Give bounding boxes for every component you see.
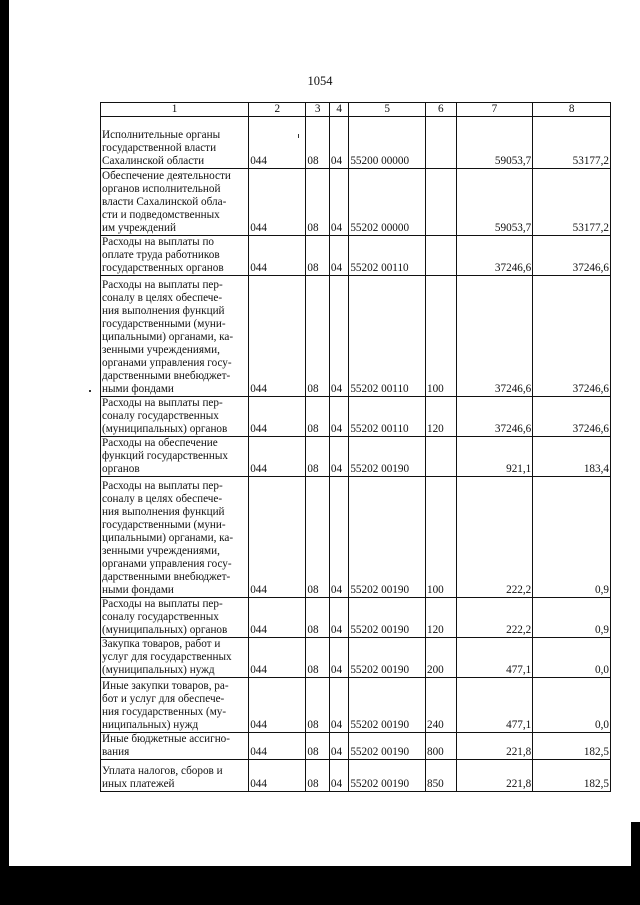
admin-code-cell: 044 (249, 638, 306, 678)
table-row (101, 638, 611, 678)
subsection-code-cell: 04 (329, 169, 348, 236)
table-row (101, 276, 611, 397)
subsection-code-cell: 04 (329, 437, 348, 477)
amount-col8-cell: 182,5 (533, 733, 611, 760)
table-row (101, 760, 611, 792)
expense-type-cell: 200 (425, 638, 456, 678)
row-name-cell: Уплата налогов, сборов и иных платежей (101, 760, 249, 792)
amount-col8-cell: 183,4 (533, 437, 611, 477)
expense-type-cell (425, 169, 456, 236)
row-name-cell: Расходы на выплаты пер- соналу государственных (муниципальных) органов (101, 397, 249, 437)
subsection-code-cell: 04 (329, 638, 348, 678)
scan-speck (89, 390, 91, 392)
admin-code-cell: 044 (249, 477, 306, 598)
subsection-code-cell: 04 (329, 397, 348, 437)
table-header-row (101, 103, 611, 117)
amount-col7-cell: 222,2 (456, 477, 533, 598)
article-code-cell: 55202 00110 (349, 397, 426, 437)
amount-col7-cell: 477,1 (456, 638, 533, 678)
section-code-cell: 08 (306, 638, 330, 678)
column-header: 3 (306, 103, 330, 117)
amount-col7-cell: 59053,7 (456, 117, 533, 169)
row-name-cell: Расходы на выплаты пер- соналу в целях обеспече- ния выполнения функций государственными (муни- ципальными) органами, ка- зенными учреждениями, органами управления госу- дарственными внебюджет- ными фондами (101, 477, 249, 598)
row-name-cell: Иные закупки товаров, ра- бот и услуг для обеспече- ния государственных (му- ниципальных) нужд (101, 678, 249, 733)
amount-col7-cell: 59053,7 (456, 169, 533, 236)
expense-type-cell: 800 (425, 733, 456, 760)
row-name-cell: Расходы на выплаты пер- соналу государственных (муниципальных) органов (101, 598, 249, 638)
amount-col8-cell: 0,9 (533, 598, 611, 638)
expense-type-cell: 240 (425, 678, 456, 733)
table-row (101, 678, 611, 733)
column-header: 5 (349, 103, 426, 117)
subsection-code-cell: 04 (329, 598, 348, 638)
expense-type-cell: 100 (425, 477, 456, 598)
subsection-code-cell: 04 (329, 678, 348, 733)
row-name-cell: Расходы на обеспечение функций государственных органов (101, 437, 249, 477)
amount-col7-cell: 221,8 (456, 760, 533, 792)
section-code-cell: 08 (306, 437, 330, 477)
section-code-cell: 08 (306, 678, 330, 733)
subsection-code-cell: 04 (329, 236, 348, 276)
amount-col8-cell: 53177,2 (533, 169, 611, 236)
section-code-cell: 08 (306, 397, 330, 437)
amount-col8-cell: 182,5 (533, 760, 611, 792)
amount-col8-cell: 0,0 (533, 678, 611, 733)
article-code-cell: 55202 00190 (349, 477, 426, 598)
row-name-cell: Расходы на выплаты по оплате труда работников государственных органов (101, 236, 249, 276)
article-code-cell: 55202 00190 (349, 733, 426, 760)
expense-type-cell: 120 (425, 397, 456, 437)
admin-code-cell: 044 (249, 598, 306, 638)
column-header: 8 (533, 103, 611, 117)
section-code-cell: 08 (306, 236, 330, 276)
article-code-cell: 55202 00190 (349, 760, 426, 792)
admin-code-cell: 044 (249, 760, 306, 792)
article-code-cell: 55202 00190 (349, 437, 426, 477)
admin-code-cell: 044 (249, 117, 306, 169)
amount-col7-cell: 921,1 (456, 437, 533, 477)
amount-col8-cell: 37246,6 (533, 276, 611, 397)
admin-code-cell: 044 (249, 169, 306, 236)
amount-col8-cell: 37246,6 (533, 397, 611, 437)
section-code-cell: 08 (306, 117, 330, 169)
column-header: 2 (249, 103, 306, 117)
scan-edge-bottom (0, 866, 640, 905)
article-code-cell: 55202 00190 (349, 678, 426, 733)
section-code-cell: 08 (306, 276, 330, 397)
admin-code-cell: 044 (249, 733, 306, 760)
column-header: 7 (456, 103, 533, 117)
subsection-code-cell: 04 (329, 477, 348, 598)
article-code-cell: 55202 00000 (349, 169, 426, 236)
expense-type-cell (425, 437, 456, 477)
admin-code-cell: 044 (249, 276, 306, 397)
admin-code-cell: 044 (249, 678, 306, 733)
article-code-cell: 55202 00110 (349, 276, 426, 397)
row-name-cell: Обеспечение деятельности органов исполнительной власти Сахалинской обла- сти и подведомственных им учреждений (101, 169, 249, 236)
expense-type-cell (425, 117, 456, 169)
article-code-cell: 55202 00190 (349, 638, 426, 678)
article-code-cell: 55200 00000 (349, 117, 426, 169)
table-row (101, 733, 611, 760)
section-code-cell: 08 (306, 477, 330, 598)
amount-col7-cell: 37246,6 (456, 397, 533, 437)
amount-col8-cell: 0,0 (533, 638, 611, 678)
section-code-cell: 08 (306, 598, 330, 638)
expense-type-cell: 100 (425, 276, 456, 397)
admin-code-cell: 044 (249, 437, 306, 477)
row-name-cell: Закупка товаров, работ и услуг для государственных (муниципальных) нужд (101, 638, 249, 678)
row-name-cell: Расходы на выплаты пер- соналу в целях обеспече- ния выполнения функций государственными (муни- ципальными) органами, ка- зенными учреждениями, органами управления госу- дарственными внебюджет- ными фондами (101, 276, 249, 397)
table-row (101, 117, 611, 169)
section-code-cell: 08 (306, 169, 330, 236)
page-number: 1054 (307, 74, 333, 88)
section-code-cell: 08 (306, 760, 330, 792)
scan-edge-right-mark (631, 822, 640, 866)
subsection-code-cell: 04 (329, 733, 348, 760)
expense-type-cell: 850 (425, 760, 456, 792)
column-header: 4 (329, 103, 348, 117)
amount-col8-cell: 53177,2 (533, 117, 611, 169)
table-row (101, 437, 611, 477)
budget-table (100, 102, 611, 792)
amount-col8-cell: 37246,6 (533, 236, 611, 276)
subsection-code-cell: 04 (329, 276, 348, 397)
article-code-cell: 55202 00190 (349, 598, 426, 638)
admin-code-cell: 044 (249, 397, 306, 437)
scan-edge-left (0, 0, 9, 905)
section-code-cell: 08 (306, 733, 330, 760)
table-row (101, 236, 611, 276)
amount-col7-cell: 222,2 (456, 598, 533, 638)
expense-type-cell: 120 (425, 598, 456, 638)
amount-col7-cell: 221,8 (456, 733, 533, 760)
table-row (101, 598, 611, 638)
admin-code-cell: 044 (249, 236, 306, 276)
expense-type-cell (425, 236, 456, 276)
row-name-cell: Исполнительные органы государственной власти Сахалинской области (101, 117, 249, 169)
subsection-code-cell: 04 (329, 117, 348, 169)
article-code-cell: 55202 00110 (349, 236, 426, 276)
column-header: 1 (101, 103, 249, 117)
table-row (101, 169, 611, 236)
row-name-cell: Иные бюджетные ассигно- вания (101, 733, 249, 760)
subsection-code-cell: 04 (329, 760, 348, 792)
table-row (101, 397, 611, 437)
amount-col7-cell: 37246,6 (456, 236, 533, 276)
amount-col7-cell: 37246,6 (456, 276, 533, 397)
table-row (101, 477, 611, 598)
column-header: 6 (425, 103, 456, 117)
amount-col7-cell: 477,1 (456, 678, 533, 733)
amount-col8-cell: 0,9 (533, 477, 611, 598)
